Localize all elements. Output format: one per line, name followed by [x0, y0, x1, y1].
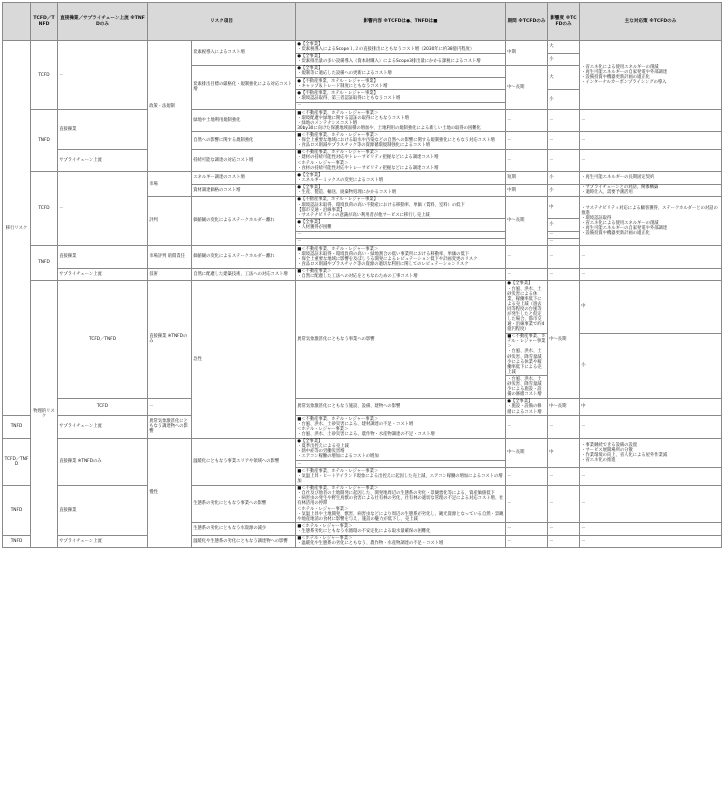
header-row — [3, 3, 722, 41]
response: － — [580, 468, 722, 485]
period: 中～長期 — [506, 65, 548, 109]
period: － — [506, 523, 548, 535]
risk-item: エネルギー調達のコスト増 — [192, 172, 296, 184]
level: 小 — [580, 333, 722, 398]
cell-market-rep: 市場評判 賠償責任 — [148, 246, 192, 268]
risk-item: 価値観の変化によるステークホルダー離れ — [192, 246, 296, 268]
level: 大 — [548, 41, 580, 53]
response: ・再生可能エネルギーの長期固定契約 — [580, 172, 722, 184]
level: － — [548, 246, 580, 268]
risk-item: 炭素排出目標の厳格化・規制強化による対応コスト増 — [192, 65, 296, 109]
risk-item: 炭素税導入によるコスト増 — [192, 41, 296, 66]
cell-scope: サプライチェーン上流 — [58, 416, 148, 438]
response: － — [580, 110, 722, 132]
level: － — [548, 149, 580, 171]
response: ・サプライチェーンとの対話、関係構築 ・適時仕入、需要予測活用 — [580, 184, 722, 196]
cell-scope: － — [58, 172, 148, 246]
risk-item: 自然への影響に関する規制強化 — [192, 132, 296, 149]
risk-item: 異常気象激甚化にともなう施設、設備、建物への影響 — [296, 398, 506, 415]
risk-item: 温暖化にともなう事業エリアや領域への影響 — [192, 438, 296, 485]
level: － — [548, 268, 580, 280]
response: － — [580, 485, 722, 523]
period: － — [506, 535, 548, 547]
impact: － — [296, 231, 506, 238]
period: － — [506, 149, 548, 171]
impact: ●【全事業】 ・台風、洪水、土砂災害による休業、稼働率低下による売上減（過去同等程度の台風等が発生したと仮定した場合、都市交通・沿線事業で約4億円程度） — [506, 280, 548, 333]
response: － — [580, 416, 722, 438]
cell-reputation: 評判 — [148, 196, 192, 245]
level: － — [548, 132, 580, 149]
response: － — [580, 132, 722, 149]
level: － — [548, 416, 580, 438]
impact: ●【全事業】 ・人材獲得が困難 — [296, 219, 506, 231]
impact: － — [296, 102, 506, 109]
cell-tcfd: TCFD — [31, 41, 58, 110]
cell-tnfd: TNFD — [31, 246, 58, 281]
response: ・事業継続できる設備の設置 ・サービス展開場所の分散 ・作業環境の向上、省人化による屋外作業減 ・省エネ化の推進 — [580, 438, 722, 468]
level: 中 — [580, 280, 722, 333]
period: － — [506, 132, 548, 149]
header-risk-item: リスク項目 — [148, 3, 296, 41]
impact: ●【全事業】 ・生産、製造、輸送、廃棄物処理にかかるコスト増 — [296, 184, 506, 196]
impact: ■＜ホテル・レジャー事業＞ ・生態系劣化にともなう水循環の不安定化による取水量確保の困難化 — [296, 523, 506, 535]
period: － — [506, 468, 548, 485]
cell-tcfd-tnfd: TCFD／TNFD — [58, 280, 148, 398]
cell-market: 市場 — [148, 172, 192, 197]
level: － — [548, 238, 580, 245]
period: 中期 — [506, 41, 548, 66]
risk-item: 価値観の変化によるステークホルダー離れ — [192, 196, 296, 245]
cell-scope: サプライチェーン上流 — [58, 149, 148, 171]
risk-table — [2, 2, 722, 548]
cell-scope: サプライチェーン上流 — [58, 535, 148, 547]
risk-item: 異常気象激甚化にともなう調達物への影響 — [148, 416, 192, 438]
period: 中～長期 — [548, 280, 580, 398]
level: 中 — [580, 398, 722, 415]
level: 小 — [548, 219, 580, 231]
level: － — [548, 231, 580, 238]
cell-scope: 直接操業 ※TNFDのみ — [58, 438, 148, 485]
impact: ■＜不動産事業、ホテル・レジャー事業＞ ・環境配慮や緑地に関する認証の取得にともなうコスト増 ・緑地のメンテナンスコスト増 30by30に向けた保護地域面積の増加や、土地利用の規制強化による新しい土地の取得の困難化 — [296, 110, 506, 132]
impact: ●【全事業】 ・施設・設備の修繕によるコスト増 — [506, 398, 548, 415]
header-tcfd-tnfd: TCFD／TNFD — [31, 3, 58, 41]
cell-physical-risk: 物理的リスク — [31, 280, 58, 547]
impact: ●【全事業】 ・炭素排出量の多い設備導入（資本財購入）によるScope3排出量にかかる課税によるコスト増 — [296, 53, 506, 65]
impact: ●【不動産事業、ホテル・レジャー事業】 ・環境認証未取得、環境負荷の高い不動産における移動率、単価（賃料、室料）の低下 【都市交通・沿線事業】 ・サステナビリティの意識が高い利用者が他サービスに移行し売上減 — [296, 196, 506, 218]
period: 中～長期 — [506, 196, 548, 245]
risk-item: 異常気象激甚化にともなう事業への影響 — [296, 280, 506, 398]
impact: ・台風、洪水、土砂災害、降雪量減少による施設・設備の修繕コスト増 — [506, 376, 548, 398]
risk-item: 持続可能な調達の対応コスト増 — [192, 149, 296, 171]
impact: ●【不動産事業、ホテル・レジャー事業】 ・キャップ＆トレード制度にともなうコスト増 — [296, 78, 506, 90]
cell-transition-risk: 移行リスク — [3, 41, 31, 416]
risk-item: 緑地や土地利用規制強化 — [192, 110, 296, 132]
cell-scope: － — [148, 398, 192, 415]
risk-item: 自然に配慮した建築技術、工法への対応コスト増 — [192, 268, 296, 280]
period: － — [506, 268, 548, 280]
level: 大 — [548, 65, 580, 90]
cell-scope: 直接操業 — [58, 110, 148, 150]
response: ・省エネ化による使用エネルギーの削減 ・再生可能エネルギーの自家発電や外部調達 ・設備投資や機器更新計画の適正化 ・インターナルカーボンプライシングの導入 — [580, 41, 722, 110]
risk-item: 資材調達価格のコスト増 — [192, 184, 296, 196]
period: 中～長期 — [506, 438, 548, 468]
level: － — [548, 110, 580, 132]
period: － — [506, 246, 548, 268]
period: － — [506, 110, 548, 132]
period: － — [506, 416, 548, 438]
cell-scope: 直接操業 — [58, 246, 148, 268]
cell-scope: － — [58, 41, 148, 110]
cell-scope: サプライチェーン上流 — [58, 268, 148, 280]
impact: ■＜不動産事業、ホテル・レジャー事業＞ ・環境認証未取得・環境負荷の高い・緑地割合の低い事業所における移動率、単価の低下 ・保全上重要な地域に影響を及ぼしうる開発によるレピュテーション低下や計画変更のリスク ・食品ロス削減やプラスチック等の資源の適切な利用に関してのレピュテーションリスク — [296, 246, 506, 268]
period: 中期 — [506, 184, 548, 196]
cell-tnfd: TNFD — [3, 485, 31, 535]
response: － — [580, 523, 722, 535]
impact: ■＜不動産事業、ホテル・レジャー事業＞ ・気温上昇・ヒートアイランド現象による出控えに起因した売上減、エアコン稼働の増加によるコストの増加 — [296, 468, 506, 485]
impact: ■＜不動産事業、ホテル・レジャー事業＞ ・保全上重要な地域における取水や汚染などの自然への影響に関する規制強化にともなう対応コスト増 ・食品ロス削減やプラスチック等の資源循環規制強化によるコスト増 — [296, 132, 506, 149]
cell-acute: 急性 — [192, 280, 296, 438]
period: － — [506, 485, 548, 523]
risk-item: 生態系の劣化にともなう水資源の減少 — [192, 523, 296, 535]
risk-item: 生態系の劣化にともなう事業への影響 — [192, 485, 296, 523]
impact: ■＜不動産事業、ホテル・レジャー事業＞ ・建材の持続可能性対応やトレーサビリティ把握などによる調達コスト増 ＜ホテル・レジャー事業＞ ・食材の持続可能性対応やトレーサビリティ把握などによる調達コスト増 — [296, 149, 506, 171]
header-level: 影響度 ※TCFDのみ — [548, 3, 580, 41]
level: － — [548, 485, 580, 523]
cell-scope: 直接操業 ※TNFDのみ — [148, 280, 192, 398]
cell-chronic: 慢性 — [148, 438, 192, 547]
cell-tech: 技術 — [148, 268, 192, 280]
impact: ●【全事業】 ・炭素税導入によるScope１,２の直接排出にともなうコスト増（2030年に約38億円程度） — [296, 41, 506, 53]
cell-policy: 政策・法規制 — [148, 41, 192, 172]
header-scope: 直接操業／サプライチェーン上流 ※TNFDのみ — [58, 3, 148, 41]
response: － — [580, 268, 722, 280]
impact: ●【全事業】 ・エネルギーミックスの変更によるコスト増 — [296, 172, 506, 184]
level: 小 — [548, 53, 580, 65]
level: 小 — [548, 184, 580, 196]
cell-scope: 直接操業 — [58, 485, 148, 535]
impact: ■＜不動産事業、ホテル・レジャー事業＞ ・台風、洪水、土砂災害、降雪量減少による休業や稼働率低下による売上減 — [507, 334, 546, 375]
cell-tnfd: TNFD — [31, 110, 58, 172]
level: 中 — [548, 438, 580, 468]
level: 小 — [548, 90, 580, 110]
impact: ■＜不動産事業、ホテル・レジャー事業＞ ・台風、洪水、土砂災害による、建材調達の不足・コスト増 ＜ホテル・レジャー事業＞ ・台風、洪水、土砂災害による、農作物・水産物調達の不足・コスト増 — [296, 416, 506, 438]
header-period: 期間 ※TCFDのみ — [506, 3, 548, 41]
response: － — [580, 535, 722, 547]
impact: ■＜ホテル・レジャー事業＞ ・温暖化や生態系の劣化にともなう、農作物・水産物調達の不足・コスト増 — [296, 535, 506, 547]
header-response: 主な対応策 ※TCFDのみ — [580, 3, 722, 41]
period: 短期 — [506, 172, 548, 184]
impact: ●【全事業】 ・規制等に適応した設備への更新によるコスト増 — [296, 65, 506, 77]
header-impact: 影響内容 ※TCFDは●、TNFDは■ — [296, 3, 506, 41]
cell-tcfd-tnfd: TCFD／TNFD — [3, 438, 31, 485]
impact: ■＜不動産事業、ホテル・レジャー事業＞ ・自社及び他者の土地開発に起因した、開発地周辺の生態系の劣化・景観悪化等による、資産価値低下 ・病害虫の発生や野生鳥獣の食害による社有林の劣化、社有林の適切な管理の不足による対応コスト増、社有林活用の停滞 ＜ホテル・レジャー事業＞ ・気温上昇や土地開発、獣害、病害虫などにより周辺の生態系が劣化し、観光資源となっている自然・景観や地産地消の食材に影響を与え、施設の魅力が低下し、売上減 — [296, 485, 506, 523]
level: － — [548, 523, 580, 535]
risk-item: 温暖化や生態系の劣化にともなう調達物への影響 — [192, 535, 296, 547]
impact: ●【全事業】 ・夏季出控えによる売上減 ・熱中症等の労働災害増 ・エアコン稼働の増加によるコストの増加 — [296, 438, 506, 460]
level: － — [548, 535, 580, 547]
impact: － — [296, 238, 506, 245]
response: ・サステナビリティ対応による顧客獲得、ステークホルダーとの対話の推進 ・環境認証取得 ・省エネ化による使用エネルギーの削減 ・再生可能エネルギーの自家発電や外部調達 ・設備投資や機器更新計画の適正化 — [580, 196, 722, 245]
impact: － — [296, 461, 506, 468]
response: － — [580, 149, 722, 171]
cell-tnfd: TNFD — [3, 416, 31, 438]
cell-tnfd: TNFD — [3, 535, 31, 547]
header-risk-type — [3, 3, 31, 41]
response: － — [580, 246, 722, 268]
impact: ■＜不動産事業＞ ・自然に配慮した工法への対応をともなわための工事コスト増 — [296, 268, 506, 280]
level: 小 — [548, 172, 580, 184]
cell-tcfd: TCFD — [31, 172, 58, 246]
level: － — [548, 468, 580, 485]
cell-tcfd: TCFD — [58, 398, 148, 415]
period: 中～長期 — [548, 398, 580, 415]
impact: ●【不動産事業、ホテル・レジャー事業】 ・環境認証取得、第三者認証取得にともなうコスト増 — [296, 90, 506, 102]
level: 中 — [548, 196, 580, 218]
